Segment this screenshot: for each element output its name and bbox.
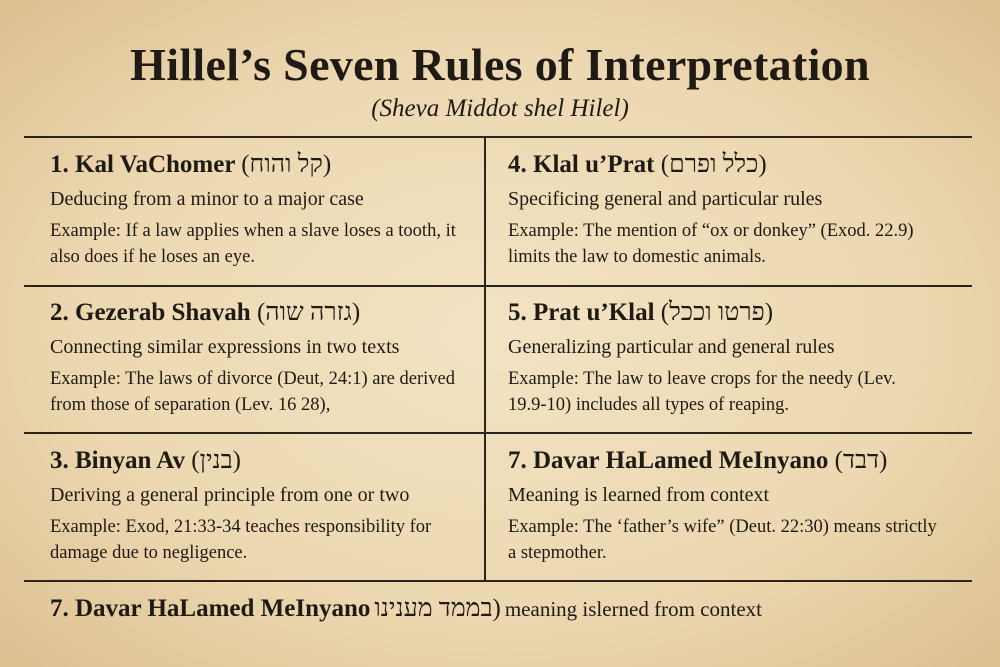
- rule-name: 4. Klal u’Prat: [508, 151, 655, 178]
- page-subtitle: (Sheva Middot shel Hilel): [371, 95, 629, 122]
- bottom-rule-row: [50, 595, 970, 623]
- rule-card-binyan-av: [50, 446, 480, 566]
- rule-description: Deriving a general principle from one or two: [50, 484, 410, 506]
- bottom-rule-description: meaning islerned from context: [504, 597, 763, 621]
- rule-example: Example: The laws of divorce (Deut, 24:1) are derived from those of separation (Lev. 16 28),: [50, 369, 455, 415]
- rule-card-davar-halamed: [508, 446, 938, 566]
- rule-name: 5. Prat u’Klal: [508, 299, 655, 326]
- rule-title: [508, 298, 938, 328]
- rule-hebrew: (גזרה שוה): [256, 299, 361, 326]
- rule-example: Example: Exod, 21:33-34 teaches responsibility for damage due to negligence.: [50, 517, 432, 563]
- divider-bottom: [24, 580, 972, 582]
- rule-name: 7. Davar HaLamed MeInyano: [508, 447, 829, 474]
- page-title: Hillel’s Seven Rules of Interpretation: [130, 39, 870, 90]
- rule-hebrew: (קל והוח): [241, 151, 332, 178]
- rule-title: [50, 298, 480, 328]
- rule-description: Deducing from a minor to a major case: [50, 188, 364, 210]
- rule-hebrew: (כלל ופרם): [660, 151, 767, 178]
- bottom-rule-hebrew: (בממד מענינו: [374, 595, 501, 622]
- rule-description: Connecting similar expressions in two texts: [50, 336, 400, 358]
- rule-hebrew: (דבד): [834, 447, 888, 474]
- rule-description: Specificing general and particular rules: [508, 188, 823, 210]
- rule-name: 3. Binyan Av: [50, 447, 185, 474]
- rule-hebrew: (בנין): [191, 447, 242, 474]
- rule-name: 1. Kal VaChomer: [50, 151, 235, 178]
- divider-row-1: [24, 285, 972, 287]
- divider-row-2: [24, 432, 972, 434]
- divider-top: [24, 136, 972, 138]
- bottom-rule-name: 7. Davar HaLamed MeInyano: [50, 595, 371, 622]
- rule-name: 2. Gezerab Shavah: [50, 299, 251, 326]
- rule-example: Example: If a law applies when a slave loses a tooth, it also does if he loses an eye.: [50, 221, 456, 267]
- rule-description: Meaning is learned from context: [508, 484, 770, 506]
- rule-card-gezerab-shavah: [50, 298, 480, 418]
- rule-title: [508, 446, 938, 476]
- rule-example: Example: The mention of “ox or donkey” (Exod. 22.9) limits the law to domestic animals.: [508, 221, 914, 267]
- rule-title: [50, 150, 480, 180]
- rule-hebrew: (פרטו וככל): [660, 299, 774, 326]
- divider-column: [484, 137, 486, 581]
- rule-description: Generalizing particular and general rules: [508, 336, 835, 358]
- rule-card-klal-uprat: [508, 150, 938, 270]
- rule-card-prat-uklal: [508, 298, 938, 418]
- rule-card-kal-vachomer: [50, 150, 480, 270]
- rule-title: [50, 446, 480, 476]
- rule-example: Example: The ‘father’s wife” (Deut. 22:30) means strictly a stepmother.: [508, 517, 937, 563]
- rule-example: Example: The law to leave crops for the needy (Lev. 19.9-10) includes all types of reaping.: [508, 369, 896, 415]
- rule-title: [508, 150, 938, 180]
